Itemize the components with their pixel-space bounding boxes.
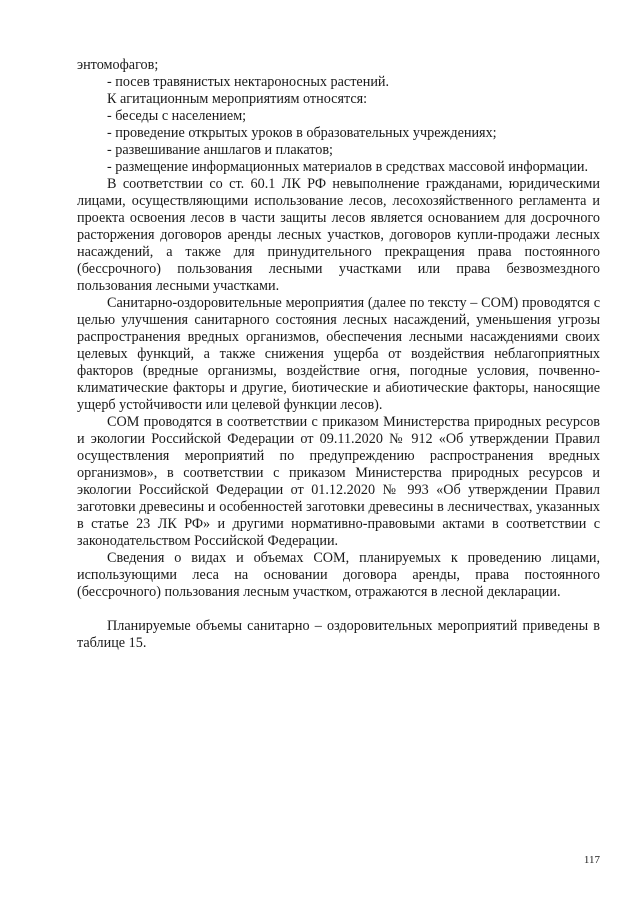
paragraph: Сведения о видах и объемах СОМ, планируемых к проведению лицами, использующими леса на основании договора аренды, права постоянного (бессрочного) пользования лесным участком, отражаются в лесной декларации. bbox=[77, 550, 600, 600]
paragraph-continuation: энтомофагов; bbox=[77, 57, 159, 73]
list-item: - посев травянистых нектароносных растений. bbox=[107, 74, 390, 90]
page-number: 117 bbox=[583, 854, 600, 866]
paragraph-gap bbox=[77, 601, 600, 618]
paragraph: Планируемые объемы санитарно – оздоровительных мероприятий приведены в таблице 15. bbox=[77, 618, 600, 651]
list-item: - размещение информационных материалов в средствах массовой информации. bbox=[107, 159, 589, 175]
paragraph: СОМ проводятся в соответствии с приказом Министерства природных ресурсов и экологии Российской Федерации от 09.11.2020 № 912 «Об утверждении Правил осуществления мероприятий по предупреждению распространения вредных организмов», в соответствии с приказом Министерства природных ресурсов и экологии Российской Федерации от 01.12.2020 № 993 «Об утверждении Правил заготовки древесины и особенностей заготовки древесины в лесничествах, указанных в статье 23 ЛК РФ» и другими нормативно-правовыми актами в соответствии с законодательством Российской Федерации. bbox=[77, 414, 600, 549]
paragraph: В соответствии со ст. 60.1 ЛК РФ невыполнение гражданами, юридическими лицами, осуществляющими использование лесов, лесохозяйственного регламента и проекта освоения лесов в части защиты лесов является основанием для досрочного расторжения договоров аренды лесных участков, договоров купли-продажи лесных насаждений, а также для принудительного прекращения права постоянного (бессрочного) пользования лесными участками или права безвозмездного пользования лесными участками. bbox=[77, 176, 600, 294]
paragraph: Санитарно-оздоровительные мероприятия (далее по тексту – СОМ) проводятся с целью улучшения санитарного состояния лесных насаждений, уменьшения угрозы распространения вредных организмов, обеспечения лесными насаждениями своих целевых функций, а также снижения ущерба от воздействия неблагоприятных факторов (вредные организмы, воздействие огня, погодные условия, почвенно-климатические факторы и другие, биотические и абиотические факторы, наносящие ущерб устойчивости или целевой функции лесов). bbox=[77, 295, 600, 413]
paragraph: К агитационным мероприятиям относятся: bbox=[107, 91, 368, 107]
list-item: - беседы с населением; bbox=[107, 108, 247, 124]
list-item: - проведение открытых уроков в образовательных учреждениях; bbox=[107, 125, 497, 141]
page-body bbox=[77, 57, 600, 652]
list-item: - развешивание аншлагов и плакатов; bbox=[107, 142, 333, 158]
